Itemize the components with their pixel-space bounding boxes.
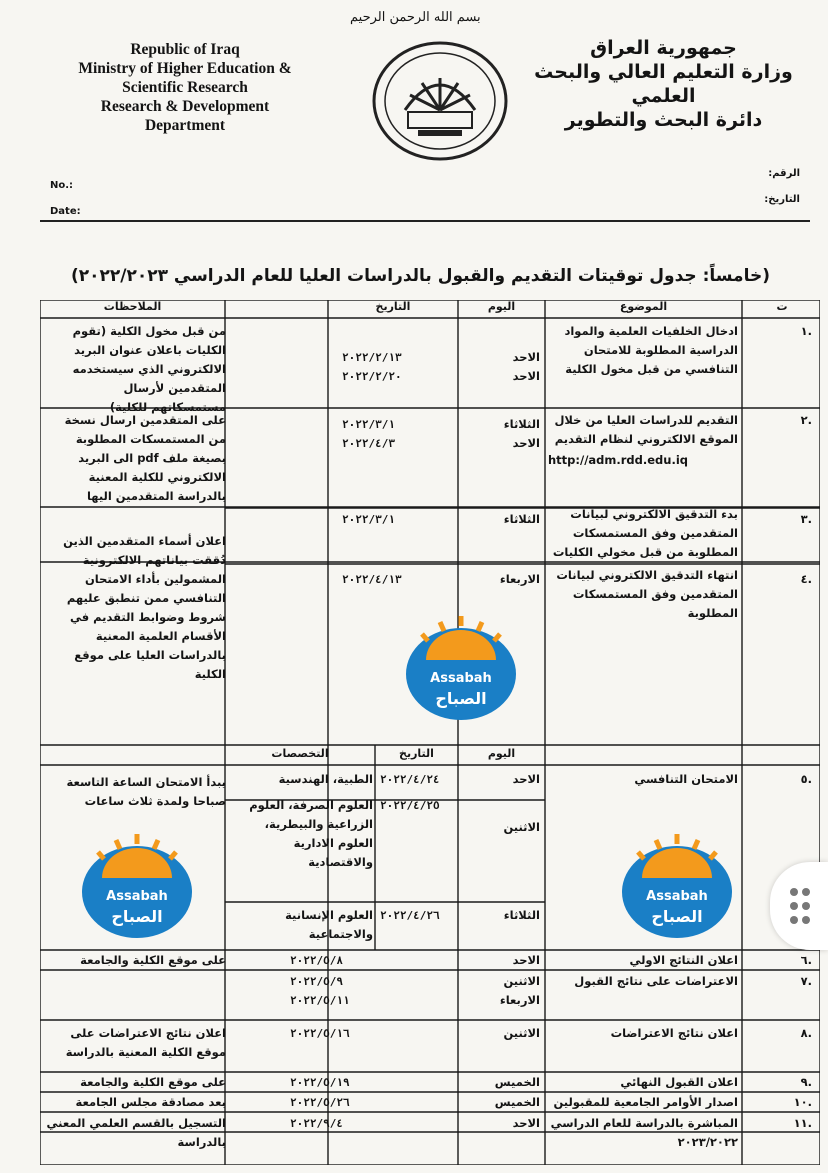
ar-no-label: الرقم:	[768, 168, 800, 179]
row-10-subject: اصدار الأوامر الجامعية للمقبولين	[553, 1095, 738, 1109]
exam-day-3: الثلاثاء	[503, 908, 540, 922]
exam-date-header: التاريخ	[399, 747, 434, 760]
row-5-subject: الامتحان التنافسي	[634, 772, 738, 786]
en-line-1: Republic of Iraq	[130, 41, 240, 58]
watermark-latin-2: Assabah	[106, 889, 168, 904]
row-6-day-1: الاحد	[512, 953, 540, 967]
row-2-day-2: الاحد	[512, 436, 540, 450]
row-10-day-1: الخميس	[494, 1095, 540, 1109]
row-2-seq: .٢	[800, 413, 812, 427]
row-7-date-2: ٢٠٢٢/٥/١١	[290, 994, 350, 1007]
watermark-arabic-2: الصباح	[111, 907, 163, 926]
row-1-notes: من قبل مخول الكلية (تقوم الكليات باعلان عنوان البريد الالكتروني الذي سيستخدمه المتقدمين لأرسال مستمسكاتهم للكلية)	[72, 324, 226, 414]
col-subject-header: الموضوع	[619, 300, 668, 313]
row-6-date-1: ٢٠٢٢/٥/٨	[290, 954, 343, 967]
date-label: Date:	[50, 206, 81, 217]
exam-date-3: ٢٠٢٢/٤/٢٦	[380, 909, 440, 922]
watermark-arabic-3: الصباح	[651, 907, 703, 926]
assabah-watermark-logo	[404, 612, 518, 720]
row-2-date-1: ٢٠٢٢/٣/١	[342, 418, 395, 431]
assabah-watermark-logo	[620, 830, 734, 938]
row-1-seq: .١	[800, 324, 812, 338]
row-7-day-2: الاربعاء	[499, 993, 540, 1007]
exam-spec-1: الطبية، الهندسية	[278, 772, 373, 786]
ar-line-2: وزارة التعليم العالي والبحث العلمي	[534, 61, 793, 107]
row-5-seq: .٥	[800, 772, 812, 786]
row-11-seq: .١١	[793, 1116, 812, 1130]
row-10-date-1: ٢٠٢٢/٥/٢٦	[290, 1096, 350, 1109]
row-2-notes: على المتقدمين ارسال نسخة من المستمسكات المطلوبة بصيغة ملف pdf الى البريد الالكتروني للكلية المعنية بالدراسة المتقدمين اليها	[64, 413, 226, 503]
row-9-date-1: ٢٠٢٢/٥/١٩	[290, 1076, 350, 1089]
row-1-day-1: الاحد	[512, 350, 540, 364]
row-2-url-link[interactable]: http://adm.rdd.edu.iq	[548, 453, 689, 467]
watermark-latin-3: Assabah	[646, 889, 708, 904]
header-divider	[40, 220, 810, 222]
en-line-2: Ministry of Higher Education &	[78, 60, 292, 77]
assabah-watermark-logo	[80, 830, 194, 938]
row-4-date-1: ٢٠٢٢/٤/١٣	[342, 573, 402, 586]
en-line-3: Scientific Research	[122, 79, 248, 96]
exam-date-2: ٢٠٢٢/٤/٢٥	[380, 799, 440, 812]
col-notes-header: الملاحظات	[103, 300, 162, 313]
row-6-notes: على موقع الكلية والجامعة	[80, 953, 226, 967]
exam-spec-header: التخصصات	[271, 747, 329, 760]
row-7-seq: .٧	[800, 974, 812, 988]
row-9-seq: .٩	[800, 1075, 812, 1089]
row-4-seq: .٤	[800, 572, 812, 586]
ar-line-3: دائرة البحث والتطوير	[564, 109, 763, 131]
row-7-subject: الاعتراضات على نتائج القبول	[574, 974, 738, 988]
row-7-day-1: الاثنين	[503, 974, 540, 988]
row-7-date-1: ٢٠٢٢/٥/٩	[290, 975, 343, 988]
row-4-subject: انتهاء التدقيق الالكتروني لبيانات المتقدمين وفق المستمسكات المطلوبة	[556, 568, 738, 620]
row-11-date-1: ٢٠٢٢/٩/٤	[290, 1117, 343, 1130]
row-1-date-2: ٢٠٢٢/٢/٢٠	[342, 370, 402, 383]
row-8-day-1: الاثنين	[503, 1026, 540, 1040]
row-2-subject: التقديم للدراسات العليا من خلال الموقع الالكتروني لنظام التقديم	[554, 413, 738, 446]
row-6-seq: .٦	[800, 953, 812, 967]
ar-line-1: جمهورية العراق	[590, 37, 737, 59]
row-5-notes: يبدأ الامتحان الساعة التاسعة صباحا ولمدة ثلاث ساعات	[66, 775, 226, 808]
col-seq-header: ت	[776, 300, 788, 313]
arabic-letterhead	[521, 36, 806, 132]
watermark-latin-1: Assabah	[430, 671, 492, 686]
row-8-subject: اعلان نتائج الاعتراضات	[610, 1026, 738, 1040]
row-3-day-1: الثلاثاء	[503, 512, 540, 526]
row-3-subject: بدء التدقيق الالكتروني لبيانات المتقدمين وفق المستمسكات المطلوبة من قبل مخولي الكليات	[552, 507, 738, 559]
row-9-day-1: الخميس	[494, 1075, 540, 1089]
grid-dots-icon	[770, 862, 828, 950]
exam-day-2: الاثنين	[503, 820, 540, 834]
row-11-notes: التسجيل بالقسم العلمي المعني بالدراسة	[46, 1116, 226, 1149]
floating-menu-button[interactable]	[770, 862, 828, 950]
row-3-seq: .٣	[800, 512, 812, 526]
col-day-header: اليوم	[487, 300, 516, 313]
row-6-subject: اعلان النتائج الاولي	[629, 953, 738, 967]
row-10-notes: بعد مصادقة مجلس الجامعة	[75, 1095, 226, 1109]
row-1-date-1: ٢٠٢٢/٢/١٣	[342, 351, 402, 364]
exam-date-1: ٢٠٢٢/٤/٢٤	[380, 773, 440, 786]
exam-spec-2: العلوم الصرفة، العلوم الزراعية والبيطرية، العلوم الادارية والاقتصادية	[249, 798, 373, 869]
exam-day-header: اليوم	[487, 747, 516, 760]
english-letterhead	[50, 40, 320, 135]
ar-date-label: التاريخ:	[764, 194, 800, 205]
watermark-arabic-1: الصباح	[435, 689, 487, 708]
row-9-notes: على موقع الكلية والجامعة	[80, 1075, 226, 1089]
col-date-header: التاريخ	[375, 300, 411, 313]
row-8-notes: اعلان نتائج الاعتراضات على موقع الكلية المعنية بالدراسة	[65, 1026, 226, 1059]
row-2-date-2: ٢٠٢٢/٤/٣	[342, 437, 395, 450]
row-1-day-2: الاحد	[512, 369, 540, 383]
exam-day-1: الاحد	[512, 772, 540, 786]
row-2-day-1: الثلاثاء	[503, 417, 540, 431]
table-title: (خامساً: جدول توقيتات التقديم والقبول بالدراسات العليا للعام الدراسي ٢٠٢٢/٢٠٢٣)	[70, 266, 770, 286]
en-line-4: Research & Development	[100, 98, 270, 115]
exam-spec-3: العلوم الإنسانية والاجتماعية	[285, 908, 373, 941]
ministry-seal-icon	[370, 40, 510, 162]
row-8-seq: .٨	[800, 1026, 812, 1040]
row-8-date-1: ٢٠٢٢/٥/١٦	[290, 1027, 350, 1040]
row-4-notes: اعلان أسماء المتقدمين الذين دُققت بياناتهم الالكترونية المشمولين بأداء الامتحان التنافسي ممن تنطبق عليهم شروط وضوابط التقديم في الأقسام العلمية المعنية بالدراسات العليا على موقع الكلية	[63, 534, 226, 681]
row-4-day-1: الاربعاء	[499, 572, 540, 586]
row-10-seq: .١٠	[793, 1095, 812, 1109]
basmala: بسم الله الرحمن الرحيم	[350, 10, 481, 25]
row-9-subject: اعلان القبول النهائي	[620, 1075, 738, 1089]
row-11-subject: المباشرة بالدراسة للعام الدراسي ٢٠٢٣/٢٠٢٢	[550, 1116, 738, 1149]
row-11-day-1: الاحد	[512, 1116, 540, 1130]
no-label: No.:	[50, 180, 74, 191]
row-3-date-1: ٢٠٢٢/٣/١	[342, 513, 395, 526]
en-line-5: Department	[144, 117, 226, 134]
row-1-subject: ادخال الخلفيات العلمية والمواد الدراسية المطلوبة للامتحان التنافسي من قبل مخول الكلية	[564, 324, 738, 376]
